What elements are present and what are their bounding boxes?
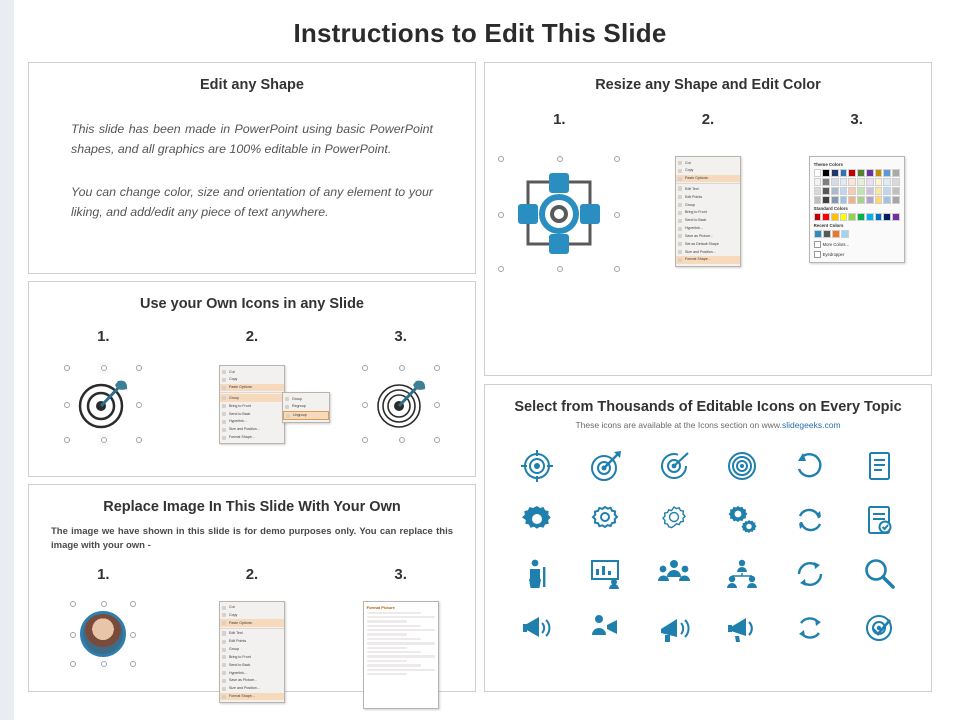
menu-item[interactable]: Edit Points [676,193,740,201]
format-row [367,642,435,644]
menu-item[interactable]: Copy [220,611,284,619]
subtitle-text: These icons are available at the Icons section on www. [575,420,782,430]
menu-item[interactable]: Hyperlink... [676,225,740,233]
replace-art-3 [327,589,474,709]
panel-title-thousands-icons: Select from Thousands of Editable Icons on Every Topic [514,399,902,415]
menu-item[interactable]: Paste Options: [220,384,284,392]
icons-art-3 [327,353,474,443]
gears-double-icon [725,503,759,537]
icon-cell[interactable] [503,498,571,542]
resize-art-2 [634,144,781,267]
menu-separator [676,183,740,184]
icon-cell[interactable] [776,552,844,596]
menu-item[interactable]: Bring to Front [676,209,740,217]
icon-cell[interactable] [640,552,708,596]
editable-shape-graphic [508,166,610,262]
replace-art-1 [30,589,177,671]
submenu-item[interactable]: Group [283,395,329,403]
format-row [367,664,421,666]
format-row [367,660,408,662]
panel-replace-image [28,484,476,699]
icon-cell[interactable] [640,498,708,542]
icon-cell[interactable] [845,606,913,650]
icon-cell[interactable] [708,498,776,542]
icon-cell[interactable] [571,498,639,542]
icons-step-2 [178,328,325,345]
replace-step-2 [178,566,325,583]
shape-selection-box[interactable] [498,156,620,272]
gear-thin-icon [657,503,691,537]
panel-edit-any-shape [28,62,476,274]
menu-item[interactable]: Group [220,646,284,654]
icon-cell[interactable] [845,498,913,542]
context-menu-replace[interactable] [219,601,285,704]
replace-step-3 [327,566,474,583]
panel-title-edit-shape: Edit any Shape [200,77,304,93]
panel-resize-shape [484,62,932,376]
menu-item[interactable]: Edit Text [676,185,740,193]
replace-art-2 [178,589,325,704]
format-row [367,647,408,649]
panel-title-resize-shape: Resize any Shape and Edit Color [595,77,821,93]
eyedropper-row[interactable] [814,251,900,258]
menu-item[interactable]: Cut [676,159,740,167]
menu-item[interactable]: Save as Picture... [676,232,740,240]
menu-item[interactable]: Send to Back [676,217,740,225]
menu-item-group[interactable]: Group [220,394,284,402]
presentation-person-icon [588,557,622,591]
menu-item[interactable]: Paste Options: [220,619,284,627]
icon-cell[interactable] [571,552,639,596]
resize-step-3 [783,111,930,128]
menu-item[interactable]: Size and Position... [220,685,284,693]
format-row [367,620,408,622]
resize-step-2 [634,111,781,128]
checklist-document-icon [862,503,896,537]
menu-item[interactable]: Set as Default Shape [676,240,740,248]
edit-shape-paragraph-2: You can change color, size and orientation of any element to your liking, and add/edit any piece of text anywhere. [71,184,433,220]
icon-cell[interactable] [776,498,844,542]
eyedropper-label: Eyedropper [822,252,845,257]
submenu-item[interactable]: Regroup [283,403,329,411]
gear-outline-icon [588,503,622,537]
format-row [367,616,435,618]
theme-swatch-row-3[interactable] [814,187,900,195]
replace-image-subtitle: The image we have shown in this slide is for demo purposes only. You can replace this image with your own - [51,526,453,552]
color-picker-panel[interactable] [809,156,905,263]
menu-item[interactable]: Send to Back [220,661,284,669]
context-menu-icons[interactable] [219,365,307,444]
icons-step-3 [327,328,474,345]
panel-title-replace-image: Replace Image In This Slide With Your Own [103,499,401,515]
icon-cell[interactable] [708,552,776,596]
menu-item[interactable]: Hyperlink... [220,418,284,426]
format-row [367,638,421,640]
step-number: 2. [701,111,715,128]
more-colors-icon [814,241,821,248]
theme-colors-label: Theme Colors [813,162,843,167]
resize-art-1 [486,144,633,272]
panel-subtitle-thousands-icons [485,420,931,430]
icon-cell[interactable] [776,606,844,650]
target-arrow-icon [657,449,691,483]
icons-art-1 [30,353,177,443]
panel-thousands-icons [484,384,932,692]
icon-gallery [503,444,913,650]
icon-cell[interactable] [640,444,708,488]
resize-step-1 [486,111,633,128]
step-number: 1. [553,111,566,128]
icon-cell[interactable] [708,606,776,650]
menu-item[interactable]: Edit Text [220,630,284,638]
resize-art-3 [783,144,930,263]
format-row [367,633,408,635]
menu-item[interactable]: Bring to Front [220,653,284,661]
menu-item-format-shape[interactable]: Format Shape... [676,256,740,264]
loudspeaker-icon [657,611,691,645]
page-title: Instructions to Edit This Slide [293,18,667,48]
target-rings-icon [725,449,759,483]
menu-item[interactable]: Copy [220,376,284,384]
left-accent-bar [0,0,14,720]
image-selection-box[interactable] [70,601,136,667]
menu-item[interactable]: Format Shape... [220,434,284,442]
recent-colors-label: Recent Colors [813,223,844,228]
icon-cell[interactable] [845,552,913,596]
icon-cell[interactable] [571,606,639,650]
refresh-arrows-icon [793,503,827,537]
format-row [367,673,408,675]
menu-item[interactable]: Size and Position... [676,248,740,256]
menu-item[interactable]: Copy [676,167,740,175]
megaphone-icon [520,611,554,645]
format-row [367,612,421,614]
icon-cell[interactable] [503,552,571,596]
icon-cell[interactable] [776,444,844,488]
format-row [367,651,421,653]
group-people-icon [657,557,691,591]
group-submenu[interactable] [282,392,330,423]
recent-swatch-row[interactable] [814,230,900,238]
step-number: 2. [245,565,259,583]
brand-link[interactable]: slidegeeks.com [781,420,841,430]
eyedropper-icon [814,251,821,258]
step-number: 3. [850,111,863,128]
avatar [80,611,126,657]
menu-item-format-shape[interactable]: Format Shape... [220,693,284,701]
icons-art-2 [178,353,325,444]
team-org-icon [725,557,759,591]
theme-swatch-row-4[interactable] [814,196,900,204]
step-number: 2. [245,328,259,345]
target-check-icon [862,611,896,645]
icon-cell[interactable] [640,606,708,650]
submenu-item-ungroup[interactable]: Ungroup [283,411,329,421]
format-picture-title: Format Picture [366,604,395,610]
icon-cell[interactable] [503,444,571,488]
standard-colors-label: Standard Colors [813,206,848,211]
refresh-clockwise-icon [793,449,827,483]
more-colors-label: More Colors... [822,242,849,247]
menu-item[interactable]: Cut [220,368,284,376]
theme-swatch-row-2[interactable] [814,178,900,186]
step-number: 1. [97,565,110,583]
menu-item[interactable]: Paste Options: [676,175,740,183]
sync-circular-icon [793,557,827,591]
icon-selection-box-2[interactable] [362,365,440,443]
menu-item[interactable]: Hyperlink... [220,669,284,677]
gear-solid-icon [520,503,554,537]
context-menu-resize[interactable] [675,156,741,267]
standard-swatch-row[interactable] [814,213,900,221]
panel-own-icons [28,281,476,477]
menu-item[interactable]: Size and Position... [220,426,284,434]
target-crosshair-icon [520,449,554,483]
icon-cell[interactable] [845,444,913,488]
person-podium-icon [520,557,554,591]
menu-item[interactable]: Save as Picture... [220,677,284,685]
format-picture-panel[interactable] [363,601,439,709]
target-dart-icon [588,449,622,483]
recycle-arrows-icon [793,611,827,645]
edit-shape-paragraph-1: This slide has been made in PowerPoint using basic PowerPoint shapes, and all graphics are 100% editable in PowerPoint. [71,122,433,157]
menu-item[interactable]: Bring to Front [220,402,284,410]
target-dart-icon [74,375,132,433]
icon-selection-box-1[interactable] [64,365,142,443]
target-dart-ungrouped-icon [372,375,430,433]
step-number: 1. [97,328,110,345]
panel-title-own-icons: Use your Own Icons in any Slide [140,296,364,312]
document-list-icon [862,449,896,483]
menu-item[interactable]: Group [676,201,740,209]
step-number: 3. [394,328,407,345]
icon-cell[interactable] [503,606,571,650]
step-number: 3. [394,565,407,583]
person-speaking-icon [588,611,622,645]
format-row [367,669,435,671]
format-row [367,655,435,657]
magnifier-icon [862,557,896,591]
menu-item[interactable]: Edit Points [220,638,284,646]
theme-swatch-row-1[interactable] [814,169,900,177]
menu-separator [220,628,284,629]
more-colors-row[interactable] [814,241,900,248]
menu-item[interactable]: Send to Back [220,410,284,418]
menu-item[interactable]: Cut [220,604,284,612]
icons-step-1 [30,328,177,345]
format-row [367,625,421,627]
replace-step-1 [30,566,177,583]
bullhorn-icon [725,611,759,645]
menu-separator [220,392,284,393]
format-row [367,629,435,631]
icon-cell[interactable] [571,444,639,488]
icon-cell[interactable] [708,444,776,488]
